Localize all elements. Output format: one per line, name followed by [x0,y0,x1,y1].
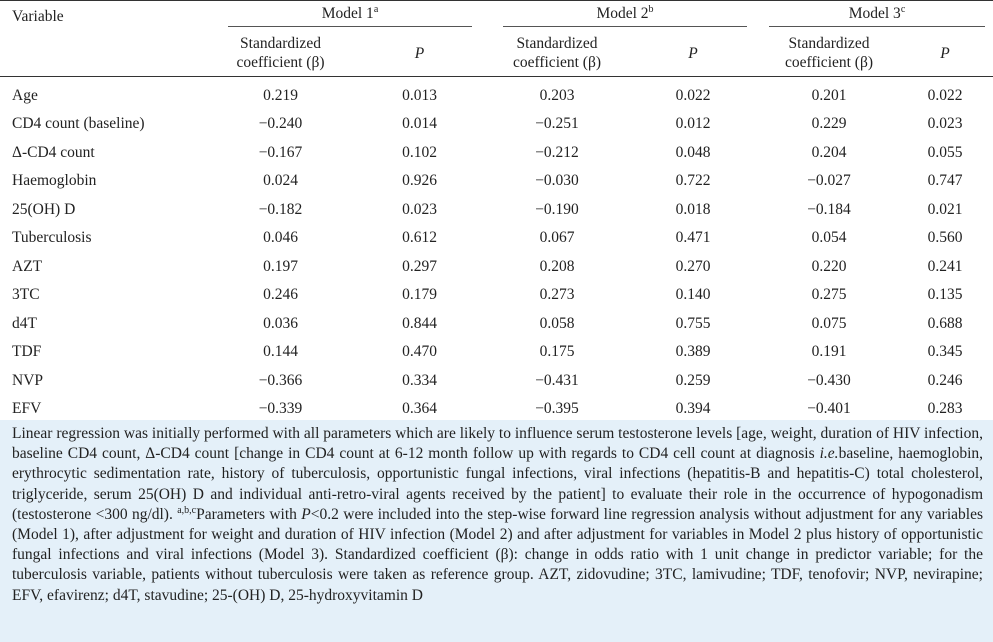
p-header: P [625,30,761,77]
p-value-cell: 0.022 [927,86,963,104]
coefficient-cell: −0.167 [258,143,303,161]
p-value-cell: 0.270 [675,257,711,275]
table-row [0,395,993,424]
coefficient-cell: −0.027 [807,172,851,190]
p-value-cell: 0.364 [402,400,437,418]
row-label: AZT [12,257,43,275]
coefficient-cell: 0.024 [263,172,298,190]
coefficient-cell: −0.212 [535,143,579,161]
coef-header: Standardized coefficient (β) [489,30,625,77]
p-value-cell: 0.283 [927,400,963,418]
coefficient-cell: −0.395 [535,400,579,418]
table-row [0,110,993,139]
model-1-superscript: a [373,3,379,15]
p-value-cell: 0.926 [402,172,437,190]
p-value-cell: 0.102 [402,143,437,161]
p-value-cell: 0.140 [675,286,711,304]
coefficient-cell: −0.184 [807,200,851,218]
row-label: EFV [12,400,42,418]
table-row [0,309,993,338]
coefficient-cell: −0.339 [258,400,303,418]
p-value-cell: 0.179 [402,286,437,304]
model-header [211,1,489,31]
model-header [761,1,993,31]
p-value-cell: 0.021 [927,200,963,218]
p-value-cell: 0.014 [402,115,437,133]
table-row [0,281,993,310]
p-value-cell: 0.018 [675,200,711,218]
coefficient-cell: 0.219 [263,86,298,104]
coef-header: Standardized coefficient (β) [761,30,897,77]
row-label: CD4 count (baseline) [12,115,145,133]
coefficient-cell: −0.190 [535,200,579,218]
p-value-cell: 0.022 [675,86,711,104]
coefficient-cell: −0.030 [535,172,579,190]
table-row [0,138,993,167]
p-value-cell: 0.755 [675,314,711,332]
coefficient-cell: 0.191 [811,343,847,361]
p-value-cell: 0.259 [675,371,711,389]
p-value-cell: 0.722 [675,172,711,190]
coefficient-cell: 0.201 [811,86,847,104]
coefficient-cell: 0.075 [811,314,847,332]
table-row [0,195,993,224]
model-header [489,1,761,31]
coefficient-cell: 0.175 [539,343,575,361]
table-body [0,77,993,424]
p-value-cell: 0.334 [402,371,437,389]
coefficient-cell: −0.430 [807,371,851,389]
p-value-cell: 0.135 [927,286,963,304]
table-row [0,224,993,253]
model-3-superscript: c [900,3,906,15]
coefficient-cell: 0.203 [539,86,575,104]
p-value-cell: 0.345 [927,343,963,361]
table-row [0,366,993,395]
model-2-superscript: b [648,3,654,15]
row-label: NVP [12,371,44,389]
row-label: 25(OH) D [12,200,76,218]
p-value-cell: 0.747 [927,172,963,190]
coefficient-cell: −0.401 [807,400,851,418]
p-value-cell: 0.055 [927,143,963,161]
row-label: Tuberculosis [12,229,92,247]
p-value-cell: 0.394 [675,400,711,418]
coefficient-cell: 0.275 [811,286,847,304]
coefficient-cell: 0.197 [263,257,298,275]
coefficient-cell: −0.431 [535,371,579,389]
row-label: d4T [12,314,37,332]
p-value-cell: 0.012 [675,115,711,133]
variable-header: Variable [0,1,211,77]
p-value-cell: 0.389 [675,343,711,361]
table-row [0,77,993,110]
coefficient-cell: 0.229 [811,115,847,133]
p-header: P [350,30,489,77]
coefficient-cell: 0.204 [811,143,847,161]
row-label: Haemoglobin [12,172,97,190]
table-row [0,338,993,367]
coefficient-cell: 0.220 [811,257,847,275]
p-header: P [897,30,993,77]
p-value-cell: 0.844 [402,314,437,332]
p-value-cell: 0.023 [402,200,437,218]
row-label: 3TC [12,286,40,304]
coefficient-cell: 0.067 [539,229,575,247]
table-footnote: Linear regression was initially performed with all parameters which are likely to influence serum testosterone levels [age, weight, duration of HIV infection, baseline CD4 count, Δ-CD4 count [change in CD4 count at 6-12 month follow up with regards to CD4 cell count at diagnosis i.e.baseline, haemoglobin, erythrocytic sedimentation rate, history of tuberculosis, opportunistic fungal infections, viral infections (hepatitis-B and hepatitis-C) total cholesterol, triglyceride, serum 25(OH) D and individual anti-retro-viral agents received by the patient] to evaluate their role in the occurrence of hypogonadism (testosterone <300 ng/dl). $^{a,b,c}$Parameters with P<0.2 were included into the step-wise forward line regression analysis without adjustment for any variables (Model 1), after adjustment for weight and duration of HIV infection (Model 2) and after adjustment for variables in Model 2 plus history of opportunistic fungal infections and viral infections (Model 3). Standardized coefficient (β): change in odds ratio with 1 unit change in predictor variable; for the tuberculosis variable, patients without tuberculosis were taken as reference group. AZT, zidovudine; 3TC, lamivudine; TDF, tenofovir; NVP, nevirapine; EFV, efavirenz; d4T, stavudine; 25-(OH) D, 25-hydroxyvitamin D [0,420,993,642]
p-value-cell: 0.246 [927,371,963,389]
coefficient-cell: −0.182 [258,200,303,218]
coefficient-cell: −0.240 [258,115,303,133]
coefficient-cell: 0.246 [263,286,298,304]
model-2-title: Model 2 [596,5,649,22]
table-row [0,252,993,281]
p-value-cell: 0.612 [402,229,437,247]
row-label: Age [12,86,38,104]
p-value-cell: 0.688 [927,314,963,332]
p-value-cell: 0.470 [402,343,437,361]
p-value-cell: 0.241 [927,257,963,275]
model-1-title: Model 1 [321,5,374,22]
p-value-cell: 0.471 [675,229,711,247]
row-label: TDF [12,343,42,361]
p-value-cell: 0.297 [402,257,437,275]
p-value-cell: 0.560 [927,229,963,247]
p-value-cell: 0.013 [402,86,437,104]
coefficient-cell: −0.251 [535,115,579,133]
coefficient-cell: 0.036 [263,314,298,332]
coefficient-cell: 0.273 [539,286,575,304]
coefficient-cell: 0.144 [263,343,298,361]
coefficient-cell: −0.366 [258,371,303,389]
coefficient-cell: 0.208 [539,257,575,275]
coefficient-cell: 0.054 [811,229,847,247]
coef-header: Standardized coefficient (β) [211,30,350,77]
row-label: Δ-CD4 count [12,143,95,161]
p-value-cell: 0.023 [927,115,963,133]
table-row [0,167,993,196]
coefficient-cell: 0.058 [539,314,575,332]
p-value-cell: 0.048 [675,143,711,161]
model-3-title: Model 3 [848,5,901,22]
coefficient-cell: 0.046 [263,229,298,247]
